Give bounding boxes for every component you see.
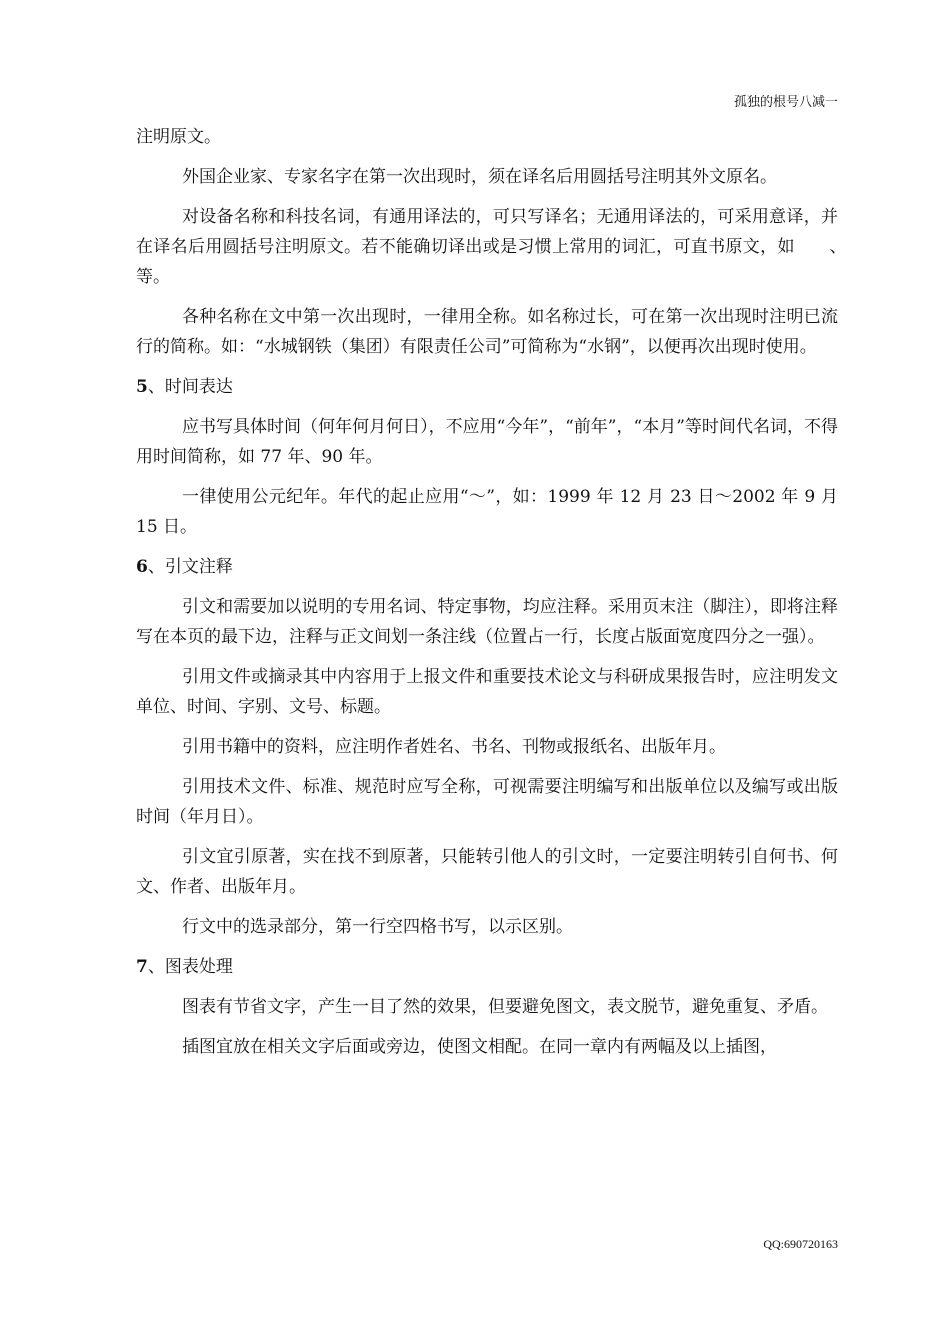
section-title: 、图表处理 <box>147 957 233 977</box>
paragraph: 引用文件或摘录其中内容用于上报文件和重要技术论文与科研成果报告时，应注明发文单位、时间、字别、文号、标题。 <box>136 667 838 717</box>
section-title: 、时间表达 <box>147 377 233 397</box>
page-header: 孤独的根号八减一 <box>733 95 838 110</box>
section-number: 6 <box>136 557 148 577</box>
section-heading <box>136 952 838 982</box>
paragraph: 对设备名称和科技名词，有通用译法的，可只写译名；无通用译法的，可采用意译，并在译名后用圆括号注明原文。若不能确切译出或是习惯上常用的词汇，可直书原文，如 、 等。 <box>136 207 872 287</box>
paragraph: 各种名称在文中第一次出现时，一律用全称。如名称过长，可在第一次出现时注明已流行的简称。如：“水城钢铁（集团）有限责任公司”可简称为“水钢”，以便再次出现时使用。 <box>136 307 838 357</box>
paragraph: 插图宜放在相关文字后面或旁边，使图文相配。在同一章内有两幅及以上插图， <box>182 1037 777 1057</box>
paragraph: 一律使用公元纪年。年代的起止应用“～”，如：1999 年 12 月 23 日～2002 年 9 月 15 日。 <box>136 487 838 537</box>
section-heading <box>136 552 838 582</box>
page-footer: QQ:690720163 <box>763 1237 838 1251</box>
section-title: 、引文注释 <box>147 557 233 577</box>
paragraph: 外国企业家、专家名字在第一次出现时，须在译名后用圆括号注明其外文原名。 <box>182 167 777 187</box>
paragraph: 引用技术文件、标准、规范时应写全称，可视需要注明编写和出版单位以及编写或出版时间（年月日）。 <box>136 777 838 827</box>
document-body <box>136 122 872 1072</box>
paragraph: 引文宜引原著，实在找不到原著，只能转引他人的引文时，一定要注明转引自何书、何文、作者、出版年月。 <box>136 847 838 897</box>
paragraph: 引文和需要加以说明的专用名词、特定事物，均应注释。采用页末注（脚注），即将注释写在本页的最下边，注释与正文间划一条注线（位置占一行，长度占版面宽度四分之一强）。 <box>136 597 838 647</box>
section-number: 5 <box>136 377 148 397</box>
section-number: 7 <box>136 957 148 977</box>
paragraph: 图表有节省文字，产生一目了然的效果，但要避免图文，表文脱节，避免重复、矛盾。 <box>182 997 828 1017</box>
paragraph: 引用书籍中的资料，应注明作者姓名、书名、刊物或报纸名、出版年月。 <box>182 737 726 757</box>
paragraph: 注明原文。 <box>136 127 221 147</box>
section-heading <box>136 372 838 402</box>
paragraph: 应书写具体时间（何年何月何日），不应用“今年”，“前年”，“本月”等时间代名词，不得用时间简称，如 77 年、90 年。 <box>136 417 838 467</box>
paragraph: 行文中的选录部分，第一行空四格书写，以示区别。 <box>182 917 573 937</box>
